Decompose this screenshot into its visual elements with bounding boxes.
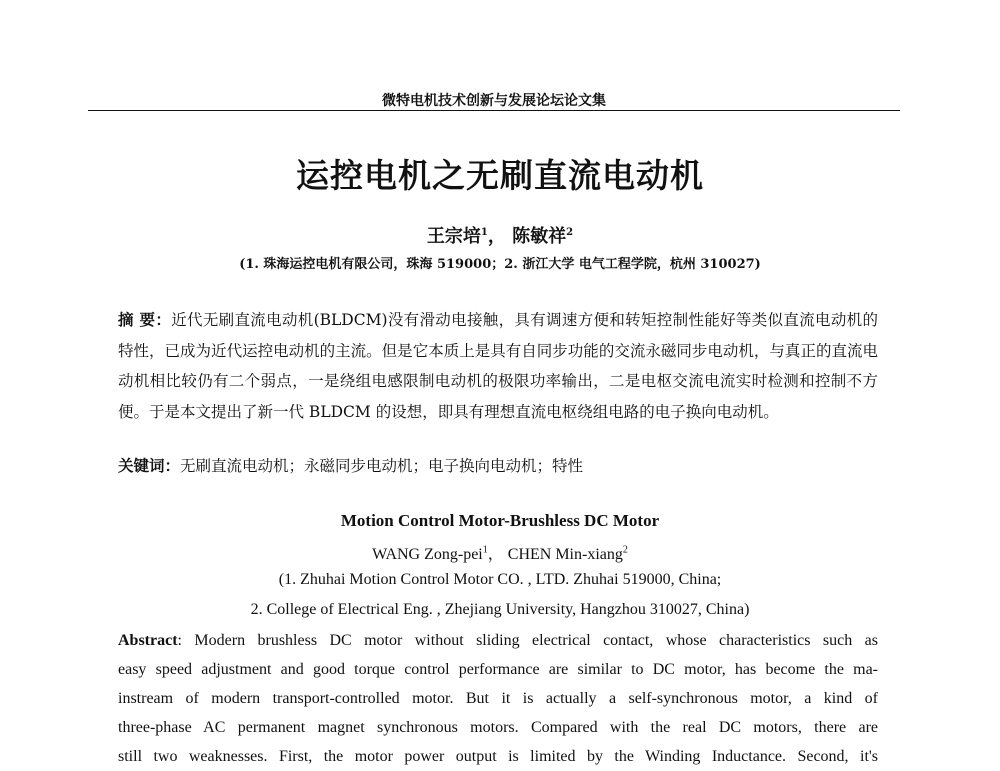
paper-title-zh: 运控电机之无刷直流电动机 — [296, 156, 704, 195]
abstract-en-line-5: still two weaknesses. First, the motor power output is limited by the Winding Inductance. Second, it's — [118, 748, 878, 765]
keywords-label-zh: 关键词： — [118, 456, 181, 475]
journal-header: 微特电机技术创新与发展论坛论文集 — [382, 93, 606, 109]
abstract-zh — [118, 305, 878, 427]
author-2-sup-en: 2 — [622, 544, 628, 556]
abstract-text-zh: 近代无刷直流电动机(BLDCM)没有滑动电接触，具有调速方便和转矩控制性能好等类似直流电动机的特性，已成为近代运控电动机的主流。但是它本质上是具有自同步功能的交流永磁同步电动机，与真正的直流电动机相比较仍有二个弱点，一是绕组电感限制电动机的极限功率输出，二是电枢交流电流实时检测和控制不方便。于是本文提出了新一代 BLDCM 的设想，即具有理想直流电枢绕组电路的电子换向电动机。 — [118, 311, 878, 421]
author-2-sup-zh: 2 — [566, 227, 574, 238]
author-1-name-zh: 王宗培 — [426, 226, 481, 247]
abstract-en-line-4: three-phase AC permanent magnet synchronous motors. Compared with the real DC motors, there are — [118, 719, 878, 736]
author-1-sup-zh: 1 — [480, 227, 488, 238]
abstract-en — [118, 626, 878, 771]
author-1-name-en: WANG Zong-pei — [372, 546, 483, 563]
author-separator-en: ， — [487, 546, 504, 563]
abstract-en-line-1-text: Modern brushless DC motor without sliding electrical contact, whose characteristics such as — [194, 632, 878, 649]
keywords-zh — [118, 452, 878, 480]
author-2-name-zh: 陈敏祥 — [512, 226, 567, 247]
affiliation-en-line-1: (1. Zhuhai Motion Control Motor CO. , LTD. Zhuhai 519000, China; — [278, 571, 722, 588]
abstract-colon-en: : — [177, 632, 182, 649]
authors-zh — [0, 222, 1000, 248]
header-rule — [88, 110, 900, 111]
author-1-sup-en: 1 — [482, 544, 488, 556]
author-2-name-en: CHEN Min-xiang — [507, 546, 623, 563]
author-separator-zh: ， — [487, 226, 506, 247]
abstract-label-zh: 摘 要： — [118, 310, 172, 329]
affiliation-en-line-2: 2. College of Electrical Eng. , Zhejiang University, Hangzhou 310027, China) — [250, 601, 750, 618]
abstract-label-en: Abstract — [118, 632, 178, 649]
abstract-en-line-2: easy speed adjustment and good torque control performance are similar to DC motor, has become the ma- — [118, 661, 878, 678]
paper-title-en: Motion Control Motor-Brushless DC Motor — [340, 511, 660, 530]
authors-en — [0, 541, 1000, 564]
abstract-en-line-1 — [118, 626, 878, 655]
keywords-text-zh: 无刷直流电动机；永磁同步电动机；电子换向电动机；特性 — [180, 457, 584, 475]
affiliation-zh: (1. 珠海运控电机有限公司，珠海 519000；2. 浙江大学 电气工程学院，杭州 310027) — [239, 257, 761, 272]
abstract-en-line-3: instream of modern transport-controlled motor. But it is actually a self-synchronous motor, a kind of — [118, 690, 878, 707]
